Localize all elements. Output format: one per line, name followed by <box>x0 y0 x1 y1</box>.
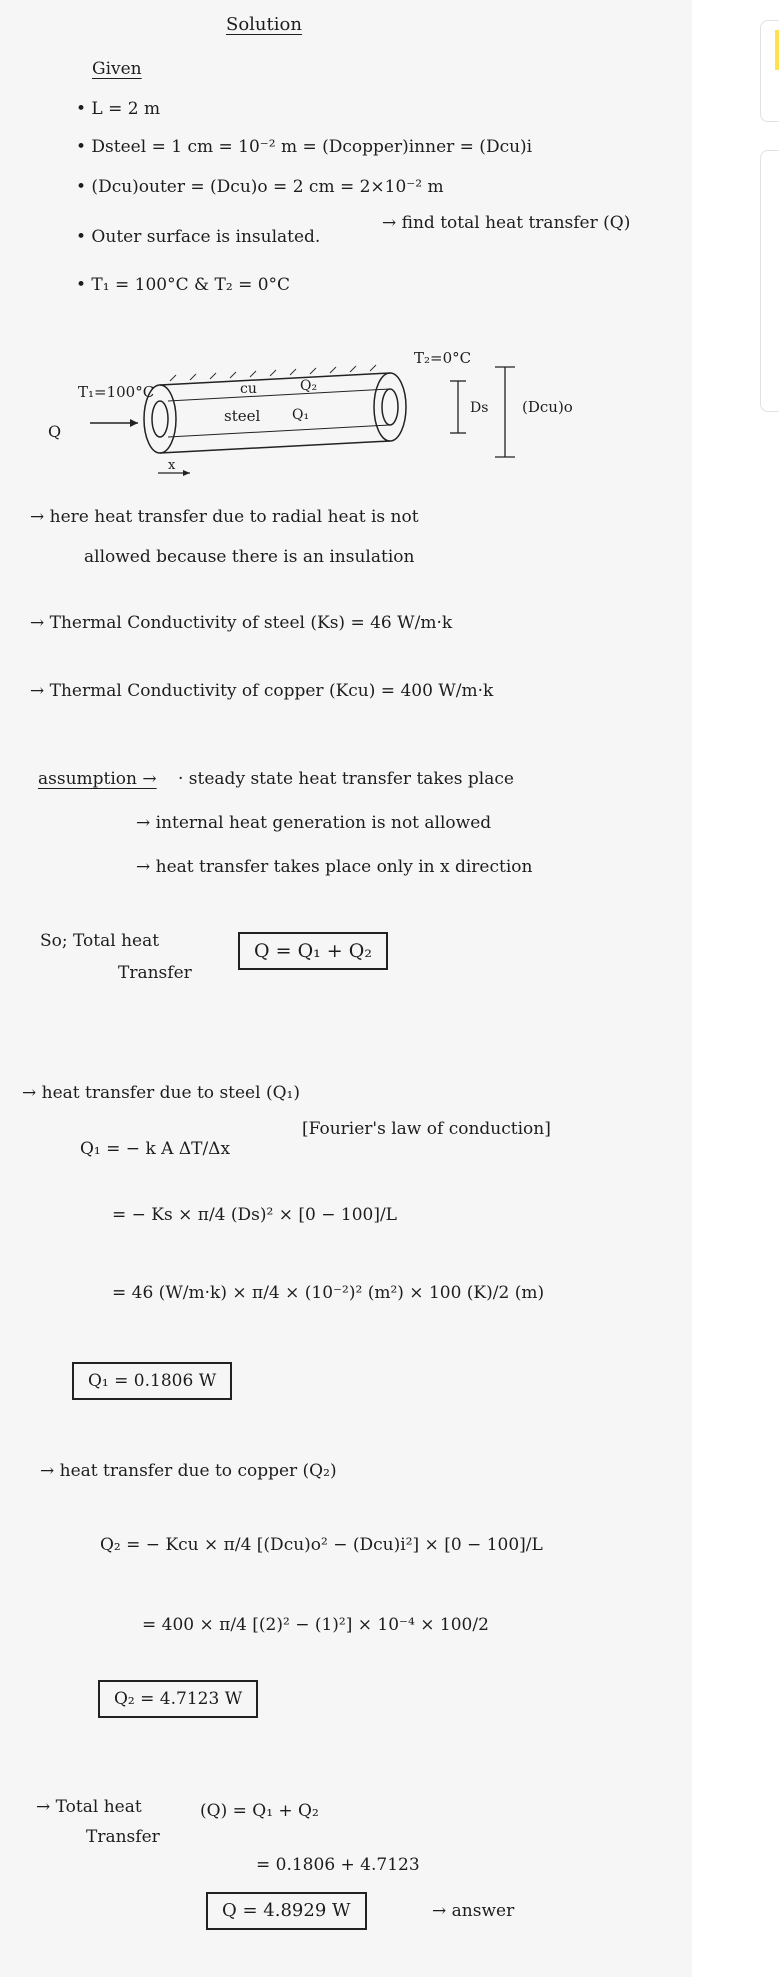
dcuo-label: (Dcu)o <box>522 398 573 416</box>
rod-right-inner-end <box>382 389 398 425</box>
assumption-label: assumption → <box>38 769 157 789</box>
rod-right-outer-end <box>374 373 406 441</box>
t2-label: T₂=0°C <box>414 349 472 367</box>
copper-label: cu <box>240 381 257 397</box>
x-direction-arrowhead <box>183 470 190 476</box>
steel-heading: → heat transfer due to steel (Q₁) <box>22 1083 300 1103</box>
side-panel-tab-lower[interactable] <box>760 150 779 412</box>
answer-tag: → answer <box>432 1901 515 1921</box>
heat-flow-arrowhead <box>130 419 138 427</box>
radial-note-line-2: allowed because there is an insulation <box>84 547 415 567</box>
given-steel-diameter: • Dsteel = 1 cm = 10⁻² m = (Dcopper)inner = (Dcu)i <box>76 137 533 157</box>
given-temperatures: • T₁ = 100°C & T₂ = 0°C <box>76 275 291 295</box>
total-formula-box: Q = Q₁ + Q₂ <box>238 932 388 970</box>
find-statement: → find total heat transfer (Q) <box>382 213 631 233</box>
steel-equation-1: Q₁ = − k A ΔT/Δx <box>80 1139 231 1159</box>
steel-core-bottom <box>168 425 390 437</box>
ds-label: Ds <box>470 400 489 416</box>
total-intro-line-2: Transfer <box>118 963 192 983</box>
final-answer-box: Q = 4.8929 W <box>206 1892 367 1930</box>
copper-equation-2: = 400 × π/4 [(2)² − (1)²] × 10⁻⁴ × 100/2 <box>142 1615 489 1635</box>
steel-equation-2: = − Ks × π/4 (Ds)² × [0 − 100]/L <box>112 1205 397 1225</box>
given-length: • L = 2 m <box>76 99 161 119</box>
highlight-marker <box>775 30 779 70</box>
copper-heading: → heat transfer due to copper (Q₂) <box>40 1461 337 1481</box>
final-equation-1: (Q) = Q₁ + Q₂ <box>200 1801 319 1821</box>
copper-equation-1: Q₂ = − Kcu × π/4 [(Dcu)o² − (Dcu)i²] × [0 − 100]/L <box>100 1535 543 1555</box>
given-insulation: • Outer surface is insulated. <box>76 227 321 247</box>
final-label-line-2: Transfer <box>86 1827 160 1847</box>
steel-label: steel <box>224 407 261 425</box>
final-label-line-1: → Total heat <box>36 1797 142 1817</box>
q1-label: Q₁ <box>292 407 310 423</box>
given-copper-outer-diameter: • (Dcu)outer = (Dcu)o = 2 cm = 2×10⁻² m <box>76 177 444 197</box>
q1-result-box: Q₁ = 0.1806 W <box>72 1362 232 1400</box>
assumption-steady-state: · steady state heat transfer takes place <box>178 769 514 789</box>
page-title: Solution <box>226 14 302 35</box>
given-heading: Given <box>92 59 142 79</box>
copper-conductivity: → Thermal Conductivity of copper (Kcu) = 400 W/m·k <box>30 681 494 701</box>
assumption-no-generation: → internal heat generation is not allowed <box>136 813 492 833</box>
x-label: x <box>168 458 176 473</box>
steel-core-top <box>168 389 390 401</box>
fourier-law-note: [Fourier's law of conduction] <box>302 1119 551 1139</box>
rod-left-inner-end <box>152 401 168 437</box>
assumption-x-direction: → heat transfer takes place only in x direction <box>136 857 533 877</box>
rod-bottom-edge <box>160 441 390 453</box>
q-label: Q <box>48 422 62 441</box>
q2-result-box: Q₂ = 4.7123 W <box>98 1680 258 1718</box>
radial-note-line-1: → here heat transfer due to radial heat is not <box>30 507 419 527</box>
total-intro-line-1: So; Total heat <box>40 931 160 951</box>
q2-label: Q₂ <box>300 378 318 394</box>
steel-equation-3: = 46 (W/m·k) × π/4 × (10⁻²)² (m²) × 100 (K)/2 (m) <box>112 1283 545 1303</box>
steel-conductivity: → Thermal Conductivity of steel (Ks) = 46 W/m·k <box>30 613 453 633</box>
composite-rod-diagram <box>30 345 650 495</box>
t1-label: T₁=100°C <box>78 383 155 401</box>
final-equation-2: = 0.1806 + 4.7123 <box>256 1855 420 1875</box>
